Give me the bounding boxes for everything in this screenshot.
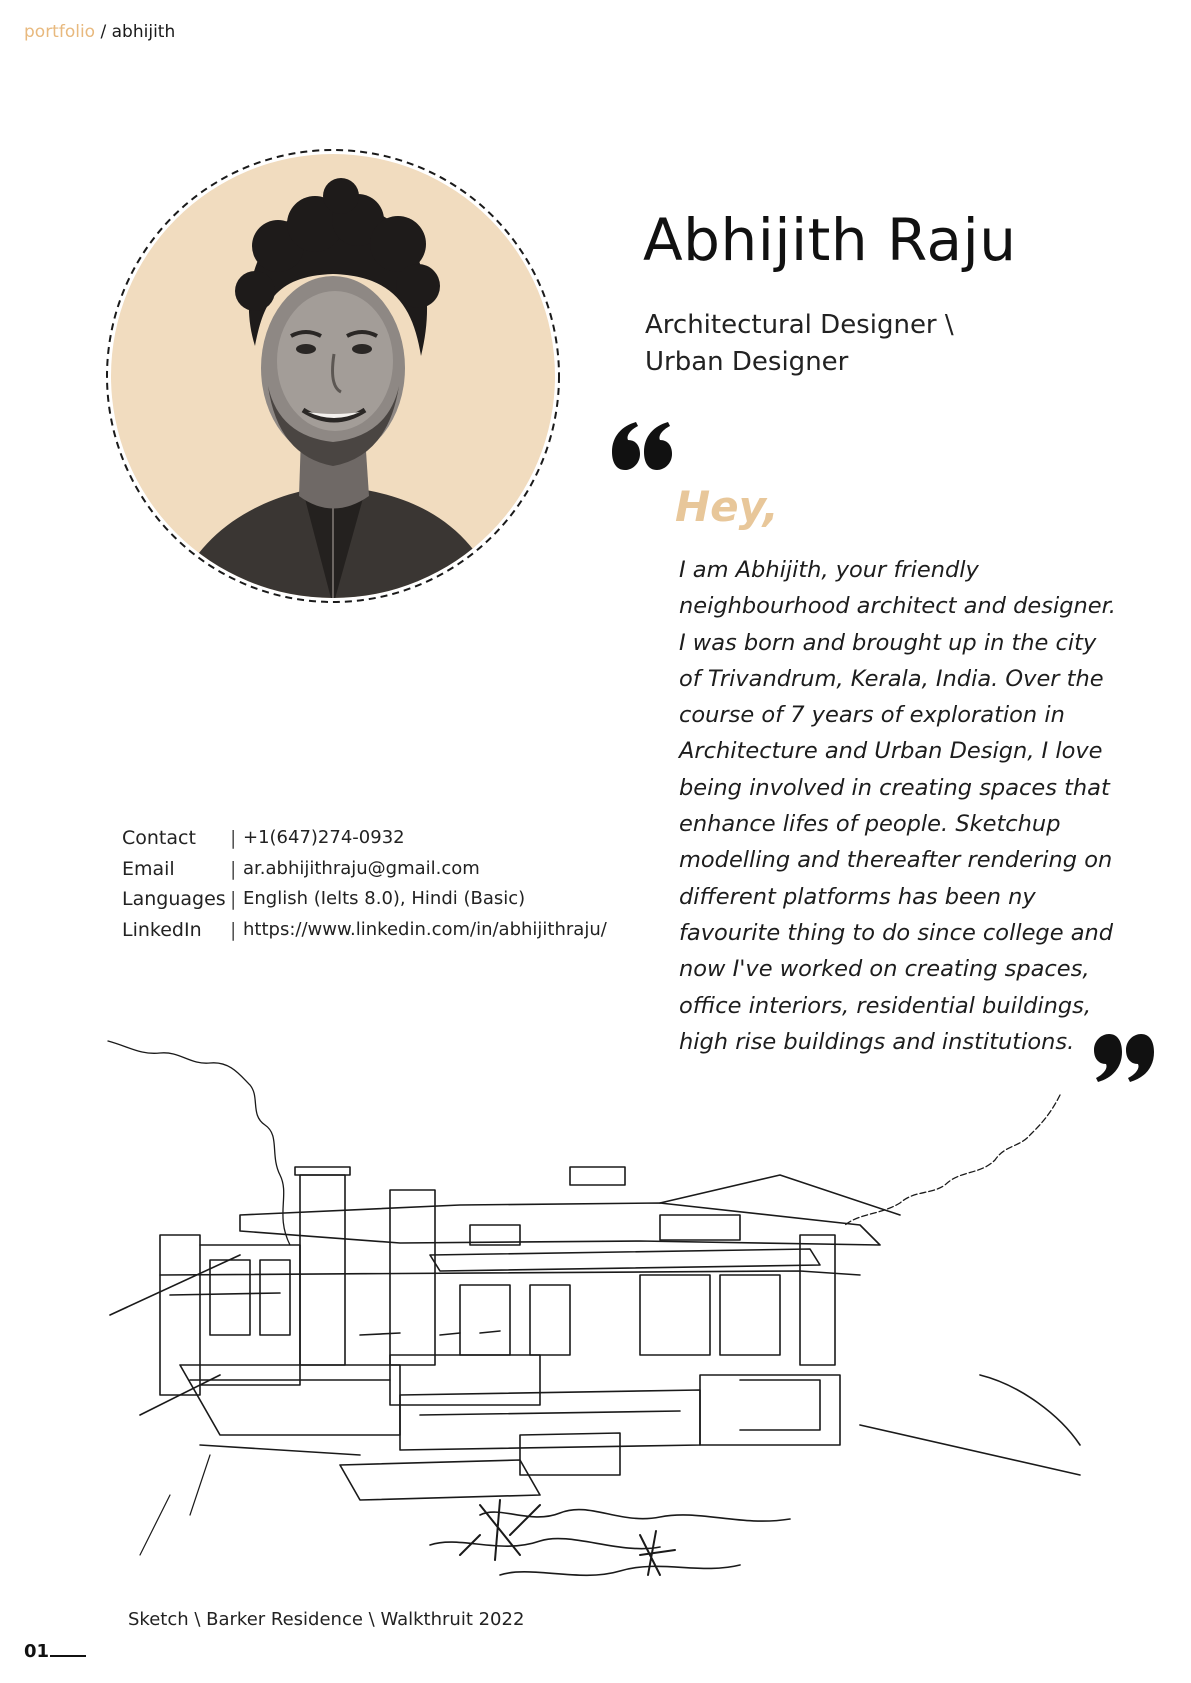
phone-value[interactable]: +1(647)274-0932 [243, 827, 405, 848]
linkedin-link[interactable]: https://www.linkedin.com/in/abhijithraju/ [243, 918, 607, 940]
page-number: 01 [24, 1641, 50, 1662]
contact-row-email [122, 854, 607, 885]
architecture-sketch [100, 1035, 1090, 1605]
contact-details [122, 823, 607, 945]
role-line-1: Architectural Designer \ [645, 310, 954, 340]
contact-label: Contact [122, 827, 196, 849]
profile-name: Abhijith Raju [643, 206, 1017, 274]
contact-label: Languages [122, 888, 226, 910]
profile-role [645, 307, 954, 381]
open-quote-icon [608, 418, 674, 474]
contact-row-linkedin [122, 915, 607, 946]
bio-text: I am Abhijith, your friendly neighbourhood architect and designer. I was born and brought up in the city of Trivandrum, Kerala, India. Over the course of 7 years of exploration in Architecture and Urban Design, I love being involved in creating spaces that enhance lifes of people. Sketchup modelling and thereafter rendering on different platforms has been ny favourite thing to do since college and now I've worked on creating spaces, office interiors, residential buildings, high rise buildings and institutions. [679, 557, 1116, 1055]
contact-divider: | [230, 827, 237, 849]
close-quote-icon [1092, 1030, 1158, 1086]
contact-row-languages [122, 884, 607, 915]
profile-portrait [103, 146, 563, 606]
contact-divider: | [230, 918, 237, 941]
breadcrumb [24, 22, 175, 42]
sketch-caption: Sketch \ Barker Residence \ Walkthruit 2022 [128, 1609, 525, 1630]
languages-value: English (Ielts 8.0), Hindi (Basic) [243, 888, 526, 909]
role-line-2: Urban Designer [645, 347, 849, 377]
contact-label: Email [122, 857, 175, 880]
contact-label: LinkedIn [122, 918, 202, 941]
contact-divider: | [230, 857, 237, 880]
breadcrumb-page: abhijith [111, 22, 176, 42]
contact-divider: | [230, 888, 237, 910]
contact-row-phone [122, 823, 607, 854]
email-link[interactable]: ar.abhijithraju@gmail.com [243, 857, 480, 879]
greeting-heading: Hey, [675, 482, 779, 531]
breadcrumb-section[interactable]: portfolio [24, 22, 96, 42]
breadcrumb-separator: / [100, 22, 107, 42]
page-number-rule [50, 1655, 86, 1657]
